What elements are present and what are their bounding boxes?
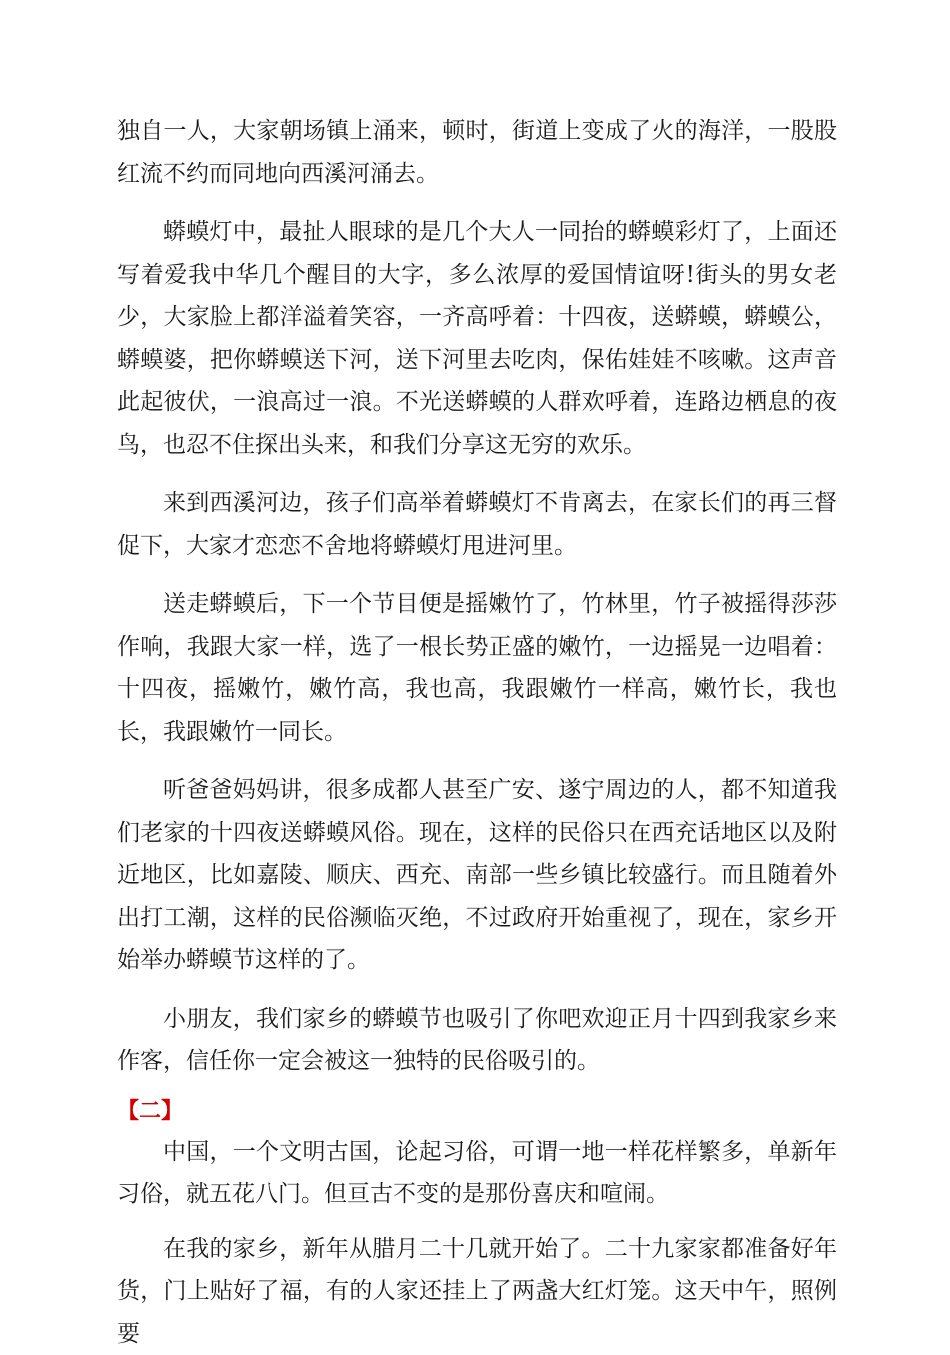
- paragraph-3: 来到西溪河边，孩子们高举着蟒蟆灯不肯离去，在家长们的再三督促下，大家才恋恋不舍地将蟒蟆灯甩进河里。: [117, 482, 837, 567]
- paragraph-5: 听爸爸妈妈讲，很多成都人甚至广安、遂宁周边的人，都不知道我们老家的十四夜送蟒蟆风俗。现在，这样的民俗只在西充话地区以及附近地区，比如嘉陵、顺庆、西充、南部一些乡镇比较盛行。而且随着外出打工潮，这样的民俗濒临灭绝，不过政府开始重视了，现在，家乡开始举办蟒蟆节这样的了。: [117, 769, 837, 982]
- paragraph-2: 蟒蟆灯中，最扯人眼球的是几个大人一同抬的蟒蟆彩灯了，上面还写着爱我中华几个醒目的大字，多么浓厚的爱国情谊呀!街头的男女老少，大家脸上都洋溢着笑容，一齐高呼着：十四夜，送蟒蟆，蟒蟆公，蟒蟆婆，把你蟒蟆送下河，送下河里去吃肉，保佑娃娃不咳嗽。这声音此起彼伏，一浪高过一浪。不光送蟒蟆的人群欢呼着，连路边栖息的夜鸟，也忍不住探出头来，和我们分享这无穷的欢乐。: [117, 211, 837, 466]
- paragraph-6: 小朋友，我们家乡的蟒蟆节也吸引了你吧欢迎正月十四到我家乡来作客，信任你一定会被这一独特的民俗吸引的。: [117, 998, 837, 1083]
- paragraph-8: 在我的家乡，新年从腊月二十几就开始了。二十九家家都准备好年货，门上贴好了福，有的人家还挂上了两盏大红灯笼。这天中午，照例要: [117, 1228, 837, 1355]
- paragraph-7: 中国，一个文明古国，论起习俗，可谓一地一样花样繁多，单新年习俗，就五花八门。但亘古不变的是那份喜庆和喧闹。: [117, 1131, 837, 1216]
- paragraph-4: 送走蟒蟆后，下一个节目便是摇嫩竹了，竹林里，竹子被摇得莎莎作响，我跟大家一样，选了一根长势正盛的嫩竹，一边摇晃一边唱着：十四夜，摇嫩竹，嫩竹高，我也高，我跟嫩竹一样高，嫩竹长，我也长，我跟嫩竹一同长。: [117, 583, 837, 753]
- paragraph-1: 独自一人，大家朝场镇上涌来，顿时，街道上变成了火的海洋，一股股红流不约而同地向西溪河涌去。: [117, 110, 837, 195]
- document-body: [117, 110, 837, 1355]
- section-heading-2: 【二】: [117, 1093, 837, 1131]
